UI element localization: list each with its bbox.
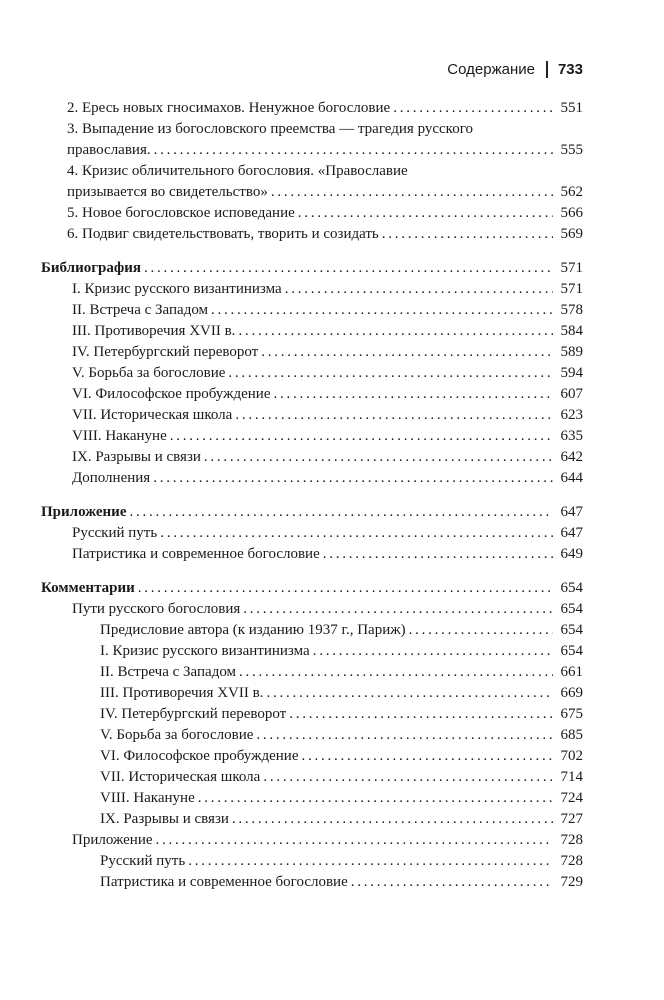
toc-entry-title: 5. Новое богословское исповедание: [67, 205, 295, 221]
dot-leader: [313, 641, 553, 662]
dot-leader: [393, 98, 553, 119]
toc-entry-title: V. Борьба за богословие: [72, 365, 226, 381]
toc-entry-title: Предисловие автора (к изданию 1937 г., Париж): [100, 622, 406, 638]
toc-entry-page: 623: [560, 407, 583, 423]
toc-entry-title: II. Встреча с Западом: [100, 664, 237, 680]
toc-entry[interactable]: [41, 468, 583, 489]
dot-leader: [301, 746, 553, 767]
dot-leader: [409, 620, 553, 641]
toc-entry[interactable]: [41, 830, 583, 851]
toc-section: [41, 502, 583, 565]
toc-entry-title: Комментарии: [41, 580, 135, 596]
toc-entry-title: 6. Подвиг свидетельствовать, творить и созидать: [67, 226, 379, 242]
dot-leader: [154, 140, 553, 161]
dot-leader: [289, 704, 553, 725]
dot-leader: [382, 224, 553, 245]
toc-entry[interactable]: [41, 683, 583, 704]
toc-entry-page: 571: [560, 281, 583, 297]
toc-entry[interactable]: [41, 620, 583, 641]
dot-leader: [232, 809, 553, 830]
dot-leader: [298, 203, 553, 224]
toc-entry-title: Патристика и современное богословие: [100, 874, 348, 890]
toc-entry-title: III. Противоречия XVII в.: [100, 685, 264, 701]
running-header: [447, 61, 583, 78]
toc-section: [41, 258, 583, 489]
toc-entry-page: 644: [560, 470, 583, 486]
toc-entry-title: VIII. Накануне: [72, 428, 167, 444]
toc-entry-title: I. Кризис русского византинизма: [100, 643, 310, 659]
page-number: 733: [557, 61, 583, 78]
toc-entry[interactable]: [41, 98, 583, 119]
toc-entry-title: IV. Петербургский переворот: [72, 344, 259, 360]
dot-leader: [129, 502, 553, 523]
toc-entry-page: 584: [560, 323, 583, 339]
toc-entry-title: IV. Петербургский переворот: [100, 706, 287, 722]
toc-entry[interactable]: [41, 788, 583, 809]
toc-entry-page: 728: [560, 832, 583, 848]
toc-entry[interactable]: [41, 224, 583, 245]
toc-entry[interactable]: [41, 384, 583, 405]
toc-entry-title: Приложение: [72, 832, 153, 848]
toc-entry[interactable]: [41, 662, 583, 683]
toc-entry[interactable]: [41, 182, 583, 203]
dot-leader: [153, 468, 553, 489]
toc-entry-page: 728: [560, 853, 583, 869]
toc-entry[interactable]: [41, 342, 583, 363]
toc-entry[interactable]: [41, 704, 583, 725]
dot-leader: [239, 662, 553, 683]
toc-entry-page: 569: [560, 226, 583, 242]
dot-leader: [273, 384, 553, 405]
toc-entry[interactable]: [41, 544, 583, 565]
toc-entry-title: VI. Философское пробуждение: [72, 386, 271, 402]
toc-entry-title: Патристика и современное богословие: [72, 546, 320, 562]
table-of-contents: [41, 98, 583, 906]
toc-entry-page: 589: [560, 344, 583, 360]
dot-leader: [138, 578, 553, 599]
toc-entry-page: 702: [560, 748, 583, 764]
dot-leader: [285, 279, 553, 300]
toc-entry[interactable]: [41, 851, 583, 872]
toc-entry[interactable]: [41, 447, 583, 468]
toc-entry-page: 654: [560, 643, 583, 659]
toc-entry-page: 649: [560, 546, 583, 562]
dot-leader: [263, 767, 553, 788]
toc-entry-page: 607: [560, 386, 583, 402]
toc-entry[interactable]: [41, 725, 583, 746]
header-divider: [546, 61, 548, 78]
dot-leader: [228, 363, 553, 384]
toc-entry-title: православия.: [67, 142, 151, 158]
toc-entry-page: 551: [560, 100, 583, 116]
dot-leader: [243, 599, 553, 620]
toc-entry-title-line: [41, 119, 583, 140]
dot-leader: [238, 321, 553, 342]
running-header-title: Содержание: [447, 61, 535, 78]
toc-entry[interactable]: [41, 767, 583, 788]
toc-entry[interactable]: [41, 599, 583, 620]
dot-leader: [323, 544, 553, 565]
toc-entry-page: 562: [560, 184, 583, 200]
toc-entry-page: 555: [560, 142, 583, 158]
toc-entry[interactable]: [41, 405, 583, 426]
dot-leader: [144, 258, 553, 279]
toc-entry-title: призывается во свидетельство»: [67, 184, 268, 200]
toc-entry-title: 4. Кризис обличительного богословия. «Православие: [67, 163, 408, 179]
toc-entry-title: VI. Философское пробуждение: [100, 748, 299, 764]
dot-leader: [156, 830, 553, 851]
dot-leader: [188, 851, 553, 872]
toc-entry-page: 685: [560, 727, 583, 743]
toc-entry-page: 724: [560, 790, 583, 806]
toc-section: [41, 578, 583, 893]
toc-entry-title: I. Кризис русского византинизма: [72, 281, 282, 297]
dot-leader: [211, 300, 553, 321]
toc-entry[interactable]: [41, 426, 583, 447]
toc-entry-page: 578: [560, 302, 583, 318]
toc-entry-title: III. Противоречия XVII в.: [72, 323, 236, 339]
toc-entry-page: 654: [560, 622, 583, 638]
toc-entry-page: 727: [560, 811, 583, 827]
toc-entry-title: V. Борьба за богословие: [100, 727, 254, 743]
toc-entry-page: 571: [560, 260, 583, 276]
dot-leader: [160, 523, 553, 544]
toc-entry-page: 675: [560, 706, 583, 722]
toc-entry-title: VII. Историческая школа: [72, 407, 233, 423]
toc-entry[interactable]: [41, 321, 583, 342]
toc-entry[interactable]: [41, 300, 583, 321]
toc-entry[interactable]: [41, 872, 583, 893]
toc-entry-page: 594: [560, 365, 583, 381]
dot-leader: [351, 872, 553, 893]
toc-entry-title: IX. Разрывы и связи: [100, 811, 229, 827]
toc-entry[interactable]: [41, 140, 583, 161]
toc-entry[interactable]: [41, 578, 583, 599]
dot-leader: [204, 447, 553, 468]
toc-entry-title: Пути русского богословия: [72, 601, 241, 617]
toc-entry-title: Русский путь: [100, 853, 186, 869]
toc-entry-page: 669: [560, 685, 583, 701]
toc-entry-title-line: [41, 161, 583, 182]
toc-entry-page: 642: [560, 449, 583, 465]
toc-entry-page: 729: [560, 874, 583, 890]
toc-entry-page: 635: [560, 428, 583, 444]
dot-leader: [266, 683, 553, 704]
toc-entry-title: VII. Историческая школа: [100, 769, 261, 785]
toc-entry[interactable]: [41, 279, 583, 300]
toc-entry-title: Приложение: [41, 504, 127, 520]
toc-entry[interactable]: [41, 809, 583, 830]
dot-leader: [170, 426, 553, 447]
toc-entry-title: Русский путь: [72, 525, 158, 541]
dot-leader: [235, 405, 553, 426]
toc-entry-title: 3. Выпадение из богословского преемства — трагедия русского: [67, 121, 473, 137]
toc-entry[interactable]: [41, 203, 583, 224]
toc-entry-title: Дополнения: [72, 470, 151, 486]
toc-section: [41, 98, 583, 245]
toc-entry-page: 647: [560, 525, 583, 541]
toc-entry-page: 566: [560, 205, 583, 221]
toc-entry-title: IX. Разрывы и связи: [72, 449, 201, 465]
toc-entry[interactable]: [41, 363, 583, 384]
toc-entry[interactable]: [41, 641, 583, 662]
dot-leader: [198, 788, 553, 809]
toc-entry-page: 661: [560, 664, 583, 680]
toc-entry-page: 654: [560, 601, 583, 617]
toc-entry[interactable]: [41, 258, 583, 279]
dot-leader: [256, 725, 553, 746]
dot-leader: [271, 182, 553, 203]
toc-entry-title: II. Встреча с Западом: [72, 302, 209, 318]
toc-entry-title: 2. Ересь новых гносимахов. Ненужное богословие: [67, 100, 391, 116]
toc-entry-page: 714: [560, 769, 583, 785]
toc-entry-title: Библиография: [41, 260, 142, 276]
toc-entry[interactable]: [41, 523, 583, 544]
toc-entry-title: VIII. Накануне: [100, 790, 195, 806]
toc-entry[interactable]: [41, 502, 583, 523]
dot-leader: [261, 342, 553, 363]
toc-entry-page: 647: [560, 504, 583, 520]
toc-entry[interactable]: [41, 746, 583, 767]
toc-entry-page: 654: [560, 580, 583, 596]
